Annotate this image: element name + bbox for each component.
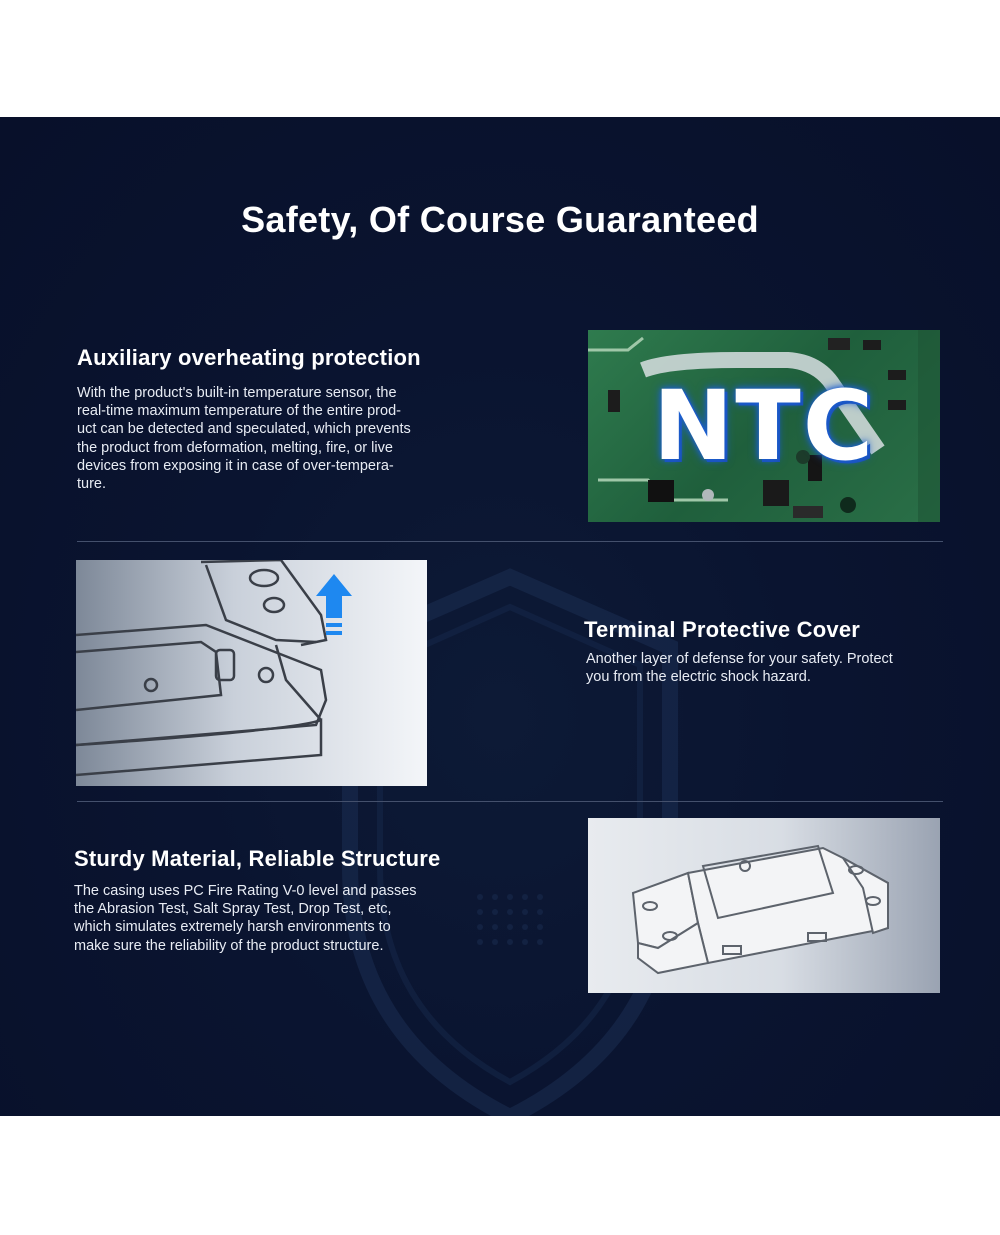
- text-line: devices from exposing it in case of over-tempera-: [77, 457, 394, 474]
- text-line: make sure the reliability of the product structure.: [74, 937, 384, 954]
- terminal-cover-image: [76, 560, 427, 786]
- feature-heading-material: Sturdy Material, Reliable Structure: [74, 846, 441, 871]
- feature-text-cover: [586, 650, 946, 686]
- feature-text-overheating: [77, 384, 457, 493]
- feature-text-material: [74, 882, 454, 955]
- text-line: you from the electric shock hazard.: [586, 669, 811, 686]
- arrow-up-icon: [316, 574, 352, 638]
- text-line: real-time maximum temperature of the entire prod-: [77, 403, 401, 420]
- terminal-cover-illustration: [76, 560, 427, 786]
- device-casing-image: [588, 818, 940, 993]
- text-line: the Abrasion Test, Salt Spray Test, Drop Test, etc,: [74, 901, 392, 918]
- feature-heading-cover: Terminal Protective Cover: [584, 617, 861, 642]
- safety-panel: [0, 117, 1000, 1116]
- page-title: Safety, Of Course Guaranteed: [241, 199, 759, 240]
- section-divider: [77, 541, 943, 542]
- text-line: the product from deformation, melting, fire, or live: [77, 439, 393, 456]
- ntc-label: NTC: [652, 370, 876, 482]
- text-line: Another layer of defense for your safety. Protect: [586, 651, 893, 667]
- text-line: uct can be detected and speculated, which prevents: [77, 421, 411, 438]
- device-casing-illustration: [588, 818, 940, 993]
- text-line: which simulates extremely harsh environments to: [74, 919, 391, 936]
- text-line: With the product's built-in temperature sensor, the: [77, 385, 397, 401]
- ntc-circuit-board-image: [588, 330, 940, 522]
- text-line: The casing uses PC Fire Rating V-0 level and passes: [74, 883, 417, 899]
- feature-heading-overheating: Auxiliary overheating protection: [77, 345, 421, 370]
- section-divider: [77, 801, 943, 802]
- text-line: ture.: [77, 476, 107, 493]
